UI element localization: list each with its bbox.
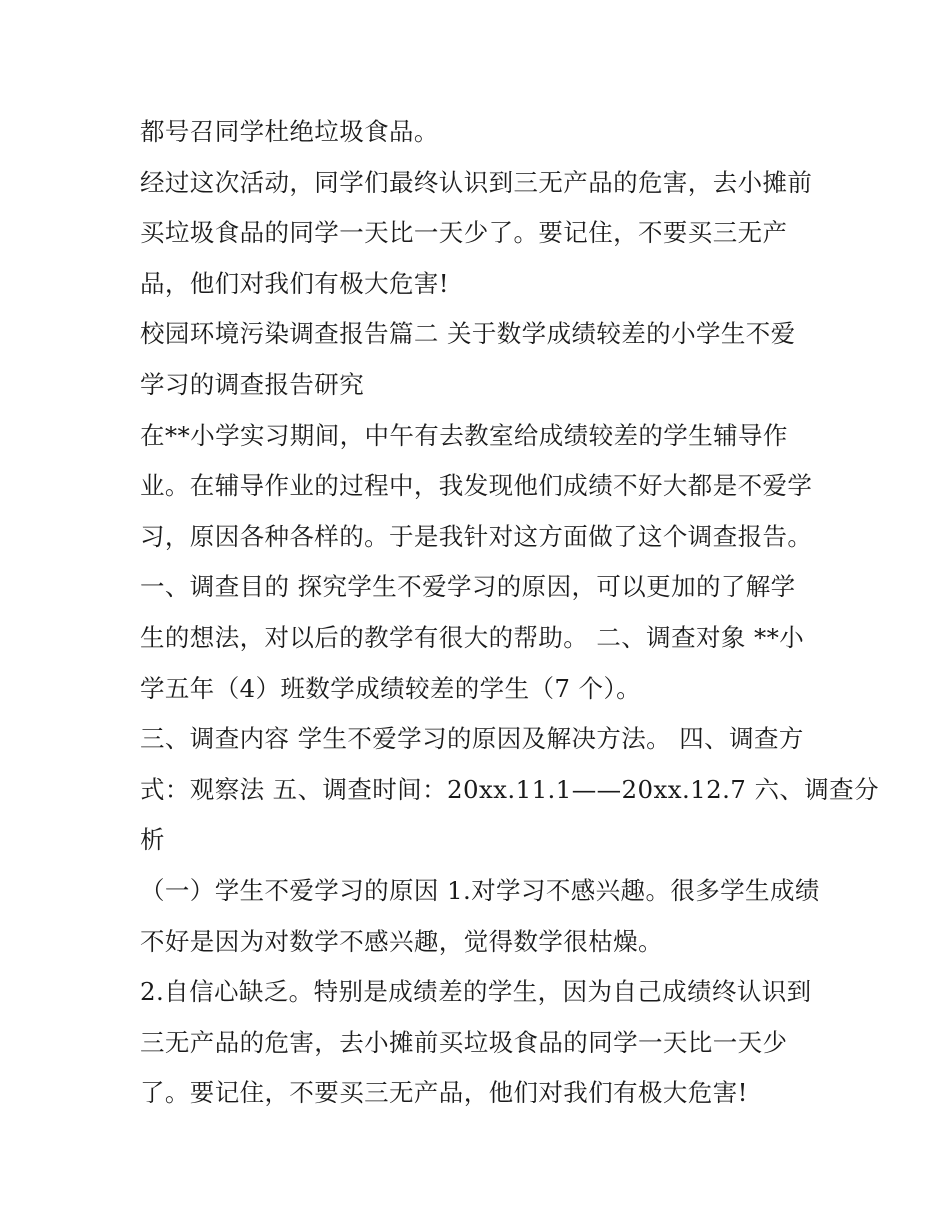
text-line: 学五年（4）班数学成绩较差的学生（7 个）。 (140, 673, 642, 703)
text-line: 了。要记住，不要买三无产品，他们对我们有极大危害! (140, 1078, 748, 1108)
text-line: （一）学生不爱学习的原因 1.对学习不感兴趣。很多学生成绩 (140, 875, 820, 905)
text-line: 品，他们对我们有极大危害! (140, 268, 450, 298)
text-line: 不好是因为对数学不感兴趣，觉得数学很枯燥。 (140, 926, 663, 956)
text-line: 都号召同学杜绝垃圾食品。 (140, 117, 439, 146)
text-line: 经过这次活动，同学们最终认识到三无产品的危害，去小摊前 (140, 167, 813, 197)
section-heading-line: 校园环境污染调查报告篇二 关于数学成绩较差的小学生不爱 (140, 319, 796, 349)
text-line: 2.自信心缺乏。特别是成绩差的学生，因为自己成绩终认识到 (140, 977, 812, 1007)
text-line: 三无产品的危害，去小摊前买垃圾食品的同学一天比一天少 (140, 1027, 788, 1057)
text-line: 业。在辅导作业的过程中，我发现他们成绩不好大都是不爱学 (140, 471, 813, 501)
text-line: 在**小学实习期间，中午有去教室给成绩较差的学生辅导作 (140, 420, 788, 450)
text-line: 习，原因各种各样的。于是我针对这方面做了这个调查报告。 (140, 521, 813, 551)
text-line: 一、调查目的 探究学生不爱学习的原因，可以更加的了解学 (140, 572, 796, 602)
text-line: 式：观察法 五、调查时间：20xx.11.1——20xx.12.7 六、调查分 (140, 774, 879, 804)
text-line: 析 (140, 825, 165, 855)
document-body (140, 107, 879, 1119)
text-line: 生的想法，对以后的教学有很大的帮助。 二、调查对象 **小 (140, 622, 805, 652)
text-line: 三、调查内容 学生不爱学习的原因及解决方法。 四、调查方 (140, 724, 804, 754)
section-heading-line: 学习的调查报告研究 (140, 369, 365, 399)
text-line: 买垃圾食品的同学一天比一天少了。要记住，不要买三无产 (140, 218, 788, 248)
